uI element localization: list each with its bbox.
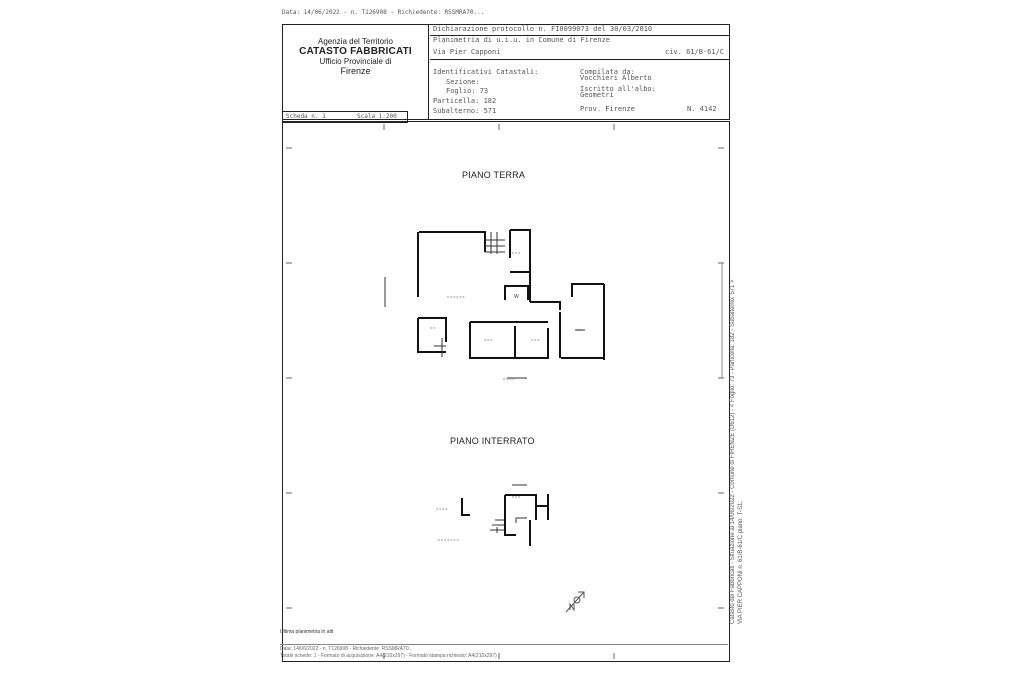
basement-floor-title: PIANO INTERRATO xyxy=(450,436,535,446)
north-arrow-icon xyxy=(562,588,590,616)
address: Via Pier Capponi xyxy=(433,48,501,56)
svg-text:x x x x: x x x x xyxy=(503,376,515,381)
cadastral-ids-label: Identificativi Catastali: xyxy=(433,68,539,76)
section-label: Sezione: xyxy=(446,78,480,86)
register-label: Iscritto all'albo: xyxy=(580,85,656,93)
top-stamp: Data: 14/06/2022 - n. T126908 - Richiedente: RSSMRA70... xyxy=(282,9,485,16)
planimetry-line: Planimetria di u.i.u. in Comune di Firenze xyxy=(433,36,611,44)
svg-text:x x x x: x x x x xyxy=(436,506,448,511)
scheda-scale: Scala 1:200 xyxy=(357,113,397,120)
office-city: Firenze xyxy=(340,66,371,76)
ground-floor-title: PIANO TERRA xyxy=(462,170,526,180)
sheet-number: Foglio: 73 xyxy=(446,87,489,95)
svg-text:W: W xyxy=(514,294,519,300)
office-unit: Ufficio Provinciale di xyxy=(319,57,392,66)
office-agency: Agenzia del Territorio xyxy=(317,37,393,46)
svg-text:x x: x x xyxy=(430,325,436,330)
profession: Geometri xyxy=(580,91,614,99)
protocol-line: Dichiarazione protocollo n. FI0099073 del 30/03/2010 xyxy=(433,25,653,33)
office-title: CATASTO FABBRICATI xyxy=(299,46,412,57)
svg-text:x x x: x x x xyxy=(512,494,521,499)
side-address-text: VIA PIER CAPPONI n. 61/B-61/C piano: T-S1; xyxy=(738,501,744,624)
svg-text:x x x x x x: x x x x x x xyxy=(447,294,465,299)
parcel-number: Particella: 182 xyxy=(433,97,497,105)
province: Prov. Firenze xyxy=(580,105,635,113)
sub-number: Subalterno: 571 xyxy=(433,107,497,115)
register-number: N. 4142 xyxy=(687,105,717,113)
footer-divider xyxy=(280,644,728,645)
footer-format-line: Totale schede: 1 - Formato di acquisizione: A4(210x297) - Formato stampa richiesto: A4(210x297) xyxy=(280,653,497,659)
side-cadastral-text: Catasto dei Fabbricati - Situazione al 14/06/2022 - Comune di FIRENZE (D612) - < Foglio: 73 - Particella: 182 - Subalterno: 571 > xyxy=(730,279,736,624)
civic-number: civ. 61/B-61/C xyxy=(665,48,725,56)
svg-text:x x x: x x x xyxy=(484,337,493,342)
scheda-label: Scheda n. 1 xyxy=(286,113,326,120)
compiled-by-label: Compilata da: xyxy=(580,68,635,76)
last-planimetry-note: Ultima planimetria in atti xyxy=(280,629,334,635)
svg-text:x x x: x x x xyxy=(531,337,540,342)
svg-text:x x x: x x x xyxy=(512,250,521,255)
footer-request-line: Data: 14/06/2022 - n. T126908 - Richiedente: RSSMRA70... xyxy=(280,646,413,652)
svg-text:x x: x x xyxy=(577,327,583,332)
compiler-name: Vocchieri Alberto xyxy=(580,74,652,82)
svg-text:x x x x x x x: x x x x x x x xyxy=(438,537,459,542)
